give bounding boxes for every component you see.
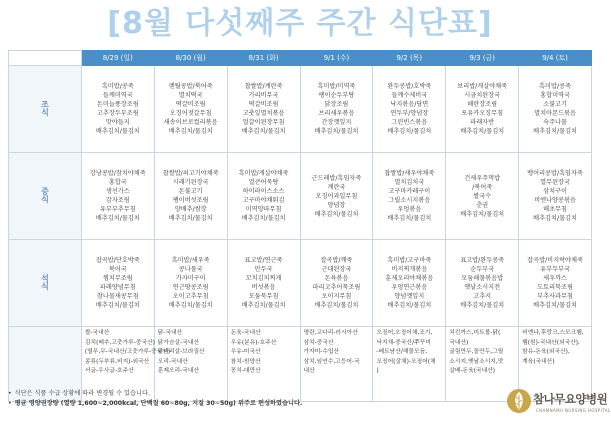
menu-item: 배추김치/물김치	[533, 302, 578, 309]
menu-item: 잡곡밥/단호박죽	[95, 257, 140, 264]
day-header: 9/1 (수)	[300, 51, 373, 66]
menu-item: 렌틸콩밥/북어죽	[168, 83, 213, 90]
menu-cell	[519, 240, 592, 327]
menu-item: 파래자반	[470, 119, 495, 126]
menu-item: 뱅어리콩밥/흑임자죽	[527, 170, 583, 177]
menu-cell	[81, 153, 154, 240]
menu-cell	[373, 153, 446, 240]
date-header-row	[9, 51, 592, 66]
menu-item: 낙지볶음/당면	[390, 101, 429, 108]
menu-item: 배추김치/물김치	[314, 302, 359, 309]
meal-row	[9, 153, 592, 240]
menu-item: 배추김치/물김치	[168, 302, 213, 309]
meal-row	[9, 66, 592, 153]
menu-item: 새우까스	[543, 275, 568, 282]
menu-item: 미역양파무침	[245, 206, 282, 213]
menu-item: 오이지무침	[321, 293, 352, 300]
origin-line: 오리-국내산	[157, 358, 188, 365]
bullet-icon: •	[8, 390, 12, 397]
footnotes	[8, 389, 478, 409]
menu-item: 배추김치/물김치	[241, 128, 286, 135]
logo-name: 참나무요양병원	[533, 392, 608, 406]
origin-line: 서글-우사글-호주산	[84, 368, 134, 375]
menu-item: 팽이순두부탕	[318, 92, 355, 99]
origin-line: 참치-원양산	[230, 358, 261, 365]
day-header: 8/30 (월)	[154, 51, 227, 66]
menu-item: 가자미구이	[175, 275, 206, 282]
menu-cell	[154, 66, 227, 153]
menu-item: 들깨수제비국	[391, 92, 428, 99]
menu-item: 숙주나물	[543, 119, 568, 126]
menu-item: 삼치구이	[543, 188, 568, 195]
day-header: 9/3 (금)	[446, 51, 519, 66]
menu-item: 해초무침	[543, 206, 568, 213]
menu-item: 순두부국	[470, 266, 495, 273]
menu-item: /북어죽	[472, 183, 493, 191]
menu-cell	[300, 66, 373, 153]
menu-cell	[227, 153, 300, 240]
menu-cell	[81, 66, 154, 153]
menu-item: 배추김치/물김치	[95, 215, 140, 222]
menu-item: 그린빈스볶음	[391, 119, 428, 126]
origin-line: 삼치-중국산	[303, 339, 334, 346]
menu-item: 고추지	[473, 293, 492, 300]
menu-item: 콩나물국	[178, 266, 203, 273]
menu-item: 찜치무조림	[102, 275, 133, 282]
meal-row	[9, 240, 592, 327]
day-header: 8/31 (화)	[227, 51, 300, 66]
day-header: 9/4 (토)	[519, 51, 592, 66]
menu-cell	[373, 240, 446, 327]
menu-item: 연근땅콩조림	[172, 284, 209, 291]
menu-item: 오이고추무침	[172, 293, 209, 300]
menu-item: 돈미늘풍장조림	[96, 101, 139, 108]
menu-item: 감자조림	[105, 197, 130, 204]
menu-item: 열무된장국	[540, 179, 570, 186]
menu-item: 배추김치/물김치	[241, 302, 286, 309]
menu-cell	[519, 66, 592, 153]
menu-cell	[446, 153, 519, 240]
origin-line: 콩류(두부류,비지)-외국산	[84, 358, 150, 365]
menu-cell	[227, 66, 300, 153]
menu-item: 배추김치/물김치	[533, 215, 578, 222]
menu-item: 배추김치/물김치	[241, 215, 286, 222]
origin-line: 닭가슴살-국내산	[157, 339, 200, 346]
origin-line: 낙지채-중국산/쭈꾸미	[376, 339, 431, 346]
menu-item: 훈제오리야채볶음	[385, 275, 434, 282]
menu-item: 그릴소시지볶음	[388, 197, 431, 204]
origin-line: 오징어,오징어채,조기,	[376, 330, 433, 336]
menu-cell	[81, 240, 154, 327]
hospital-logo	[506, 386, 611, 420]
menu-item: 하이라이스소스	[242, 188, 285, 195]
menu-item: 간장깻잎지	[321, 119, 352, 126]
menu-item: 맛야들지	[105, 119, 130, 126]
origin-line: 돈육-국내산	[230, 330, 261, 336]
day-header: 8/29 (일)	[81, 51, 154, 66]
menu-item: 찹쌀밥/쇠고기야채죽	[162, 170, 219, 177]
meal-label: 석식	[9, 240, 82, 327]
menu-item: 돈불고기	[178, 188, 203, 195]
menu-item: 배추김치/물김치	[168, 215, 213, 222]
origin-line: 굴림만두,돌만두,그릴	[449, 349, 504, 356]
origin-line: 국내산)	[449, 339, 469, 346]
menu-item: 완두콩밥/호박죽	[387, 83, 432, 90]
origin-line: 치킨까스,미트볼-닭(	[449, 330, 501, 336]
menu-cell	[373, 66, 446, 153]
menu-item: 양배추/쌈장	[174, 206, 207, 213]
menu-item: 브리새우볶음	[318, 110, 355, 117]
menu-item: 만두국	[254, 266, 273, 273]
menu-item: 흑미밥/게살야채죽	[238, 170, 289, 177]
origin-line: 우유-미국산	[230, 349, 261, 356]
menu-item: 근드레밥/흑임자죽	[311, 174, 362, 182]
menu-item: 비엔나양콩볶음	[534, 197, 576, 204]
menu-item: 부추사과무침	[537, 293, 573, 300]
bullet-icon: •	[8, 400, 12, 407]
menu-item: 배추김치/물김치	[387, 215, 432, 222]
oak-leaf-icon	[506, 388, 532, 414]
menu-item: 해란장조림	[467, 101, 498, 108]
menu-item: 표고밥/연근죽	[244, 257, 283, 264]
origin-line: 비엔나,후랑크,스모크햄,	[522, 330, 584, 336]
origin-line: 훈제오리-국내산	[157, 368, 200, 375]
menu-item: 양념장	[327, 201, 346, 209]
menu-item: 연두부/양념장	[390, 110, 429, 117]
day-header: 9/2 (목)	[373, 51, 446, 66]
origin-line: (열무,무-국내산/고춧가루-중국산)	[84, 349, 171, 356]
menu-item: 꼬치김치찌게	[245, 275, 282, 282]
menu-item: 고추장두부조림	[96, 110, 139, 117]
page-title: [8월 다섯째주 주간 식단표]	[107, 6, 493, 41]
menu-item: 흑미밥/고구마죽	[387, 257, 432, 264]
menu-item: 오징어젓갈무침	[169, 110, 212, 117]
menu-item: 배추김치/물김치	[533, 128, 578, 135]
menu-item: 유부두부국	[540, 266, 570, 273]
menu-item: 고구마카레구이	[388, 188, 431, 195]
menu-cell	[227, 240, 300, 327]
menu-item: 떡갈비조림	[175, 101, 206, 108]
menu-item: 흑미밥/미역죽	[317, 83, 356, 90]
menu-item: 찹쌀밥/새우야채죽	[384, 170, 435, 177]
menu-cell	[300, 240, 373, 327]
origin-line: 명란,코다리-러시아산	[303, 330, 358, 336]
menu-item: 배추김치/물김치	[460, 302, 505, 309]
menu-item: 잡곡밥/깨죽	[320, 257, 353, 264]
menu-item: 비지찌개볶음	[391, 266, 428, 273]
origin-line: 내산	[303, 368, 315, 375]
logo-subtitle: CHAMNAMU NURSING HOSPITAL	[536, 408, 611, 413]
origin-line: 계육(국내산)	[522, 358, 555, 365]
origin-line: 햄(원)-국내산(외국산),	[522, 339, 580, 346]
menu-item: 배추김치/물김치	[460, 128, 505, 135]
origin-line: 김치(배추,고춧가루-중국산)	[84, 339, 155, 346]
corner-cell	[9, 51, 82, 66]
origin-line: 우유(분유)-호주산	[230, 339, 277, 346]
menu-cell	[519, 153, 592, 240]
origin-line: )	[376, 368, 379, 375]
menu-item: 배추김치/물김치	[314, 128, 359, 135]
menu-item: 계란국	[327, 183, 346, 191]
menu-item: 돈육볶음	[324, 275, 349, 282]
menu-item: 양념깻잎지	[394, 293, 425, 300]
menu-item: 건새우주먹밥	[464, 174, 501, 182]
menu-item: 잡곡밥/비지락야채죽	[527, 257, 583, 264]
origin-line: 오징어(살채)-오징어(채	[376, 358, 436, 365]
menu-item: 배추김치/물김치	[387, 128, 432, 135]
menu-item: 가리비무국	[248, 92, 279, 99]
menu-item: 떡갈비조림	[248, 101, 279, 108]
menu-item: 멸치김치국	[394, 179, 425, 186]
meal-label: 중식	[9, 153, 82, 240]
menu-item: 근대된장국	[321, 266, 352, 273]
origin-line: 가자미-수입산	[303, 349, 340, 356]
menu-item: 모둠해물볶음밥	[461, 275, 504, 282]
menu-item: 흑미밥/콩죽	[539, 83, 572, 90]
menu-item: 보리밥/게살야채죽	[457, 83, 508, 90]
menu-item: 찹쌀밥/계란죽	[244, 83, 283, 90]
menu-item: 팽이버섯조림	[172, 197, 209, 204]
menu-item: 표고밥/완두콩죽	[460, 257, 505, 264]
menu-item: 모둠묵무침	[248, 293, 279, 300]
menu-item: 우엉연근볶음	[391, 284, 428, 291]
menu-item: 고구마야채튀김	[242, 197, 285, 204]
origin-line: 삼치,임연수,고등어-국	[303, 358, 360, 365]
menu-item: 배추김치/물김치	[95, 302, 140, 309]
menu-item: 도토리묵조림	[537, 284, 573, 291]
menu-item: 시금치된장국	[464, 92, 501, 99]
menu-item: 버섯볶음	[251, 284, 276, 291]
origin-line: 닭다리살-브라질산	[157, 349, 205, 356]
weekly-menu-table	[8, 50, 592, 402]
menu-item: 우엉볶음	[397, 206, 422, 213]
menu-item: 쌀국수	[473, 192, 492, 200]
menu-item: 고춧잎멸치볶음	[242, 110, 285, 117]
menu-item: 소불고기	[543, 101, 568, 108]
menu-item: 파래양념무침	[99, 284, 136, 291]
origin-line: 꽁치-대만산	[230, 368, 261, 375]
origin-line: 함유-돈육(외국산),	[522, 349, 570, 356]
menu-item: 들깨미역국	[102, 92, 133, 99]
menu-item: 춘권	[476, 201, 489, 209]
menu-item: 흑미밥/새우죽	[171, 257, 210, 264]
menu-item: 파리고추어묵조림	[312, 284, 361, 291]
menu-item: 옛날소시지전	[464, 284, 501, 291]
menu-item: 포유카오징무침	[461, 110, 504, 117]
menu-item: 배추김치/물김치	[168, 128, 213, 135]
menu-item: 생선가스	[105, 188, 130, 195]
origin-line: 쌀-국내산	[84, 330, 110, 336]
menu-item: 북어국	[108, 266, 127, 273]
menu-cell	[154, 153, 227, 240]
menu-cell	[154, 240, 227, 327]
origin-line: 소시지,옛날소시지,맛	[449, 358, 504, 365]
menu-cell	[446, 66, 519, 153]
menu-item: 시래기된장국	[172, 179, 209, 186]
menu-item: 배추김치/물김치	[387, 302, 432, 309]
menu-item: 홍합국	[108, 179, 127, 186]
origin-line: -베트남산/해물모듬,	[376, 349, 428, 356]
menu-cell	[446, 240, 519, 327]
menu-item: 멸치아몬드볶음	[534, 110, 576, 117]
menu-cell	[300, 153, 373, 240]
note-nutrition: • 평균 영양권장량 (열량 1,600~2,000kcal, 단백질 60~80g, 지질 30~50g) 위주로 편성하였습니다.	[8, 400, 303, 407]
menu-item: 배추김치/물김치	[95, 128, 140, 135]
note-supply: • 식단은 식품 수급 상황에 따라 변경될 수 있습니다.	[8, 390, 150, 397]
menu-item: 홍합미역국	[540, 92, 570, 99]
menu-item: 멸치떡국	[178, 92, 203, 99]
menu-item: 얼갈이된장무침	[242, 119, 285, 126]
menu-item: 강낭콩밥/참치야채죽	[89, 170, 146, 177]
menu-item: 흑미밥/콩죽	[101, 83, 134, 90]
origin-line: 살베-돈육(국내산)	[449, 368, 496, 375]
menu-item: 닭장조림	[324, 101, 349, 108]
menu-item: 오징어과일무침	[315, 192, 358, 200]
meal-label: 조식	[9, 66, 82, 153]
menu-item: 새송이브로컬리볶음	[163, 119, 218, 126]
menu-item: 얼큰어묵탕	[248, 179, 279, 186]
menu-item: 참나물새콩무침	[96, 293, 139, 300]
menu-item: 유부부추무침	[99, 206, 136, 213]
menu-item: 배추김치/물김치	[460, 210, 505, 218]
menu-item: 배추김치/물김치	[314, 210, 359, 218]
origin-line: 닭-국내산	[157, 330, 183, 336]
